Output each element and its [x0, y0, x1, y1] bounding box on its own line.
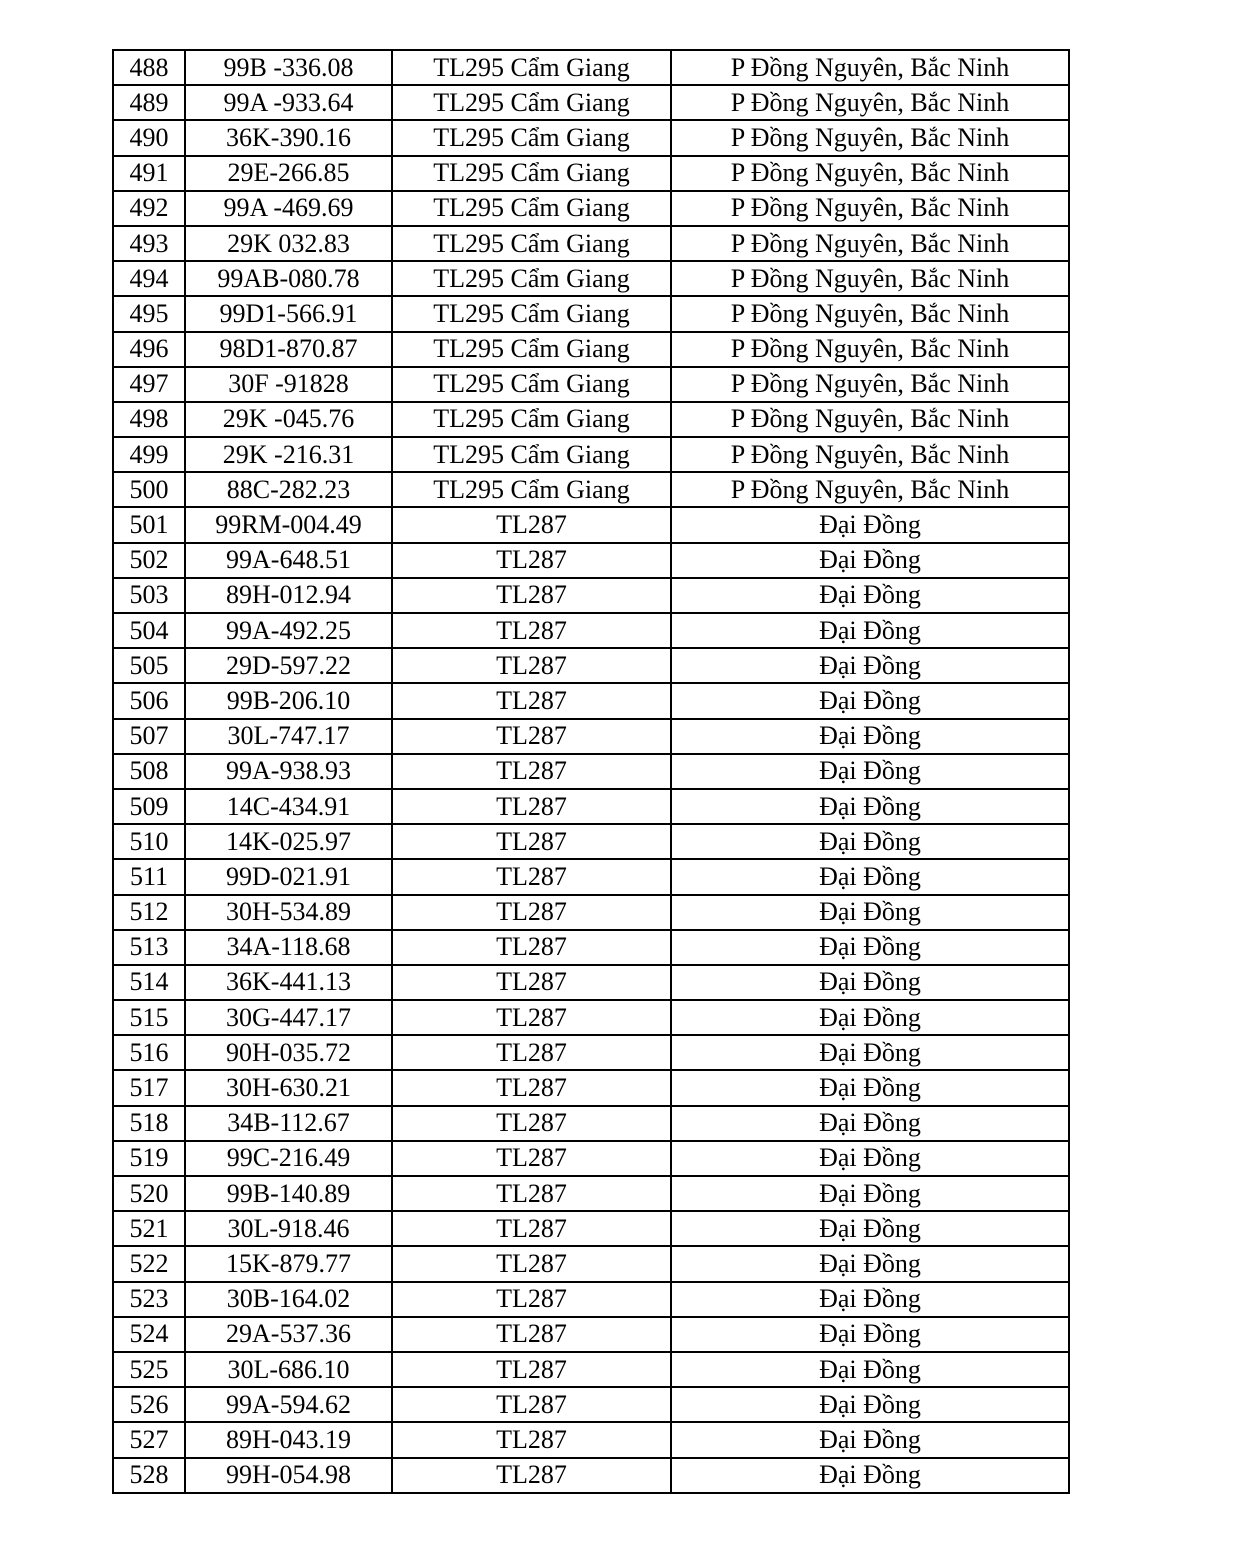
- road-cell: TL295 Cẩm Giang: [392, 191, 671, 226]
- row-number-cell: 524: [113, 1317, 185, 1352]
- row-number-cell: 528: [113, 1458, 185, 1493]
- location-cell: Đại Đồng: [671, 1282, 1069, 1317]
- location-cell: Đại Đồng: [671, 578, 1069, 613]
- road-cell: TL287: [392, 1317, 671, 1352]
- location-cell: Đại Đồng: [671, 1106, 1069, 1141]
- license-plate-cell: 90H-035.72: [185, 1035, 392, 1070]
- license-plate-cell: 99B-140.89: [185, 1176, 392, 1211]
- road-cell: TL287: [392, 648, 671, 683]
- table-row: [113, 683, 1069, 718]
- road-cell: TL287: [392, 1352, 671, 1387]
- location-cell: Đại Đồng: [671, 1458, 1069, 1493]
- table-row: [113, 120, 1069, 155]
- license-plate-cell: 29E-266.85: [185, 156, 392, 191]
- row-number-cell: 511: [113, 859, 185, 894]
- location-cell: Đại Đồng: [671, 965, 1069, 1000]
- location-cell: Đại Đồng: [671, 930, 1069, 965]
- license-plate-cell: 99AB-080.78: [185, 261, 392, 296]
- table-row: [113, 1317, 1069, 1352]
- table-row: [113, 50, 1069, 85]
- location-cell: P Đồng Nguyên, Bắc Ninh: [671, 296, 1069, 331]
- row-number-cell: 516: [113, 1035, 185, 1070]
- table-row: [113, 437, 1069, 472]
- road-cell: TL287: [392, 1000, 671, 1035]
- row-number-cell: 513: [113, 930, 185, 965]
- license-plate-cell: 30G-447.17: [185, 1000, 392, 1035]
- row-number-cell: 495: [113, 296, 185, 331]
- road-cell: TL295 Cẩm Giang: [392, 472, 671, 507]
- road-cell: TL295 Cẩm Giang: [392, 50, 671, 85]
- license-plate-cell: 34A-118.68: [185, 930, 392, 965]
- road-cell: TL287: [392, 507, 671, 542]
- table-row: [113, 156, 1069, 191]
- row-number-cell: 490: [113, 120, 185, 155]
- license-plate-cell: 99B -336.08: [185, 50, 392, 85]
- location-cell: Đại Đồng: [671, 754, 1069, 789]
- table-row: [113, 1387, 1069, 1422]
- row-number-cell: 507: [113, 719, 185, 754]
- license-plate-cell: 99H-054.98: [185, 1458, 392, 1493]
- table-row: [113, 507, 1069, 542]
- table-row: [113, 1246, 1069, 1281]
- road-cell: TL287: [392, 1246, 671, 1281]
- license-plate-cell: 30L-747.17: [185, 719, 392, 754]
- row-number-cell: 519: [113, 1141, 185, 1176]
- license-plate-cell: 36K-441.13: [185, 965, 392, 1000]
- road-cell: TL287: [392, 1282, 671, 1317]
- license-plate-cell: 98D1-870.87: [185, 332, 392, 367]
- road-cell: TL287: [392, 1141, 671, 1176]
- row-number-cell: 500: [113, 472, 185, 507]
- location-cell: P Đồng Nguyên, Bắc Ninh: [671, 120, 1069, 155]
- table-row: [113, 859, 1069, 894]
- location-cell: P Đồng Nguyên, Bắc Ninh: [671, 156, 1069, 191]
- license-plate-cell: 30B-164.02: [185, 1282, 392, 1317]
- license-plate-cell: 99C-216.49: [185, 1141, 392, 1176]
- license-plate-cell: 89H-012.94: [185, 578, 392, 613]
- location-cell: Đại Đồng: [671, 683, 1069, 718]
- license-plate-cell: 29K -216.31: [185, 437, 392, 472]
- table-row: [113, 332, 1069, 367]
- table-row: [113, 261, 1069, 296]
- table-row: [113, 85, 1069, 120]
- row-number-cell: 514: [113, 965, 185, 1000]
- location-cell: Đại Đồng: [671, 1176, 1069, 1211]
- license-plate-cell: 14K-025.97: [185, 824, 392, 859]
- table-row: [113, 191, 1069, 226]
- table-row: [113, 1176, 1069, 1211]
- road-cell: TL287: [392, 1458, 671, 1493]
- license-plate-cell: 30H-630.21: [185, 1070, 392, 1105]
- row-number-cell: 489: [113, 85, 185, 120]
- license-plate-cell: 29A-537.36: [185, 1317, 392, 1352]
- row-number-cell: 526: [113, 1387, 185, 1422]
- road-cell: TL295 Cẩm Giang: [392, 226, 671, 261]
- license-plate-cell: 29K 032.83: [185, 226, 392, 261]
- row-number-cell: 496: [113, 332, 185, 367]
- license-plate-cell: 29D-597.22: [185, 648, 392, 683]
- license-plate-cell: 89H-043.19: [185, 1422, 392, 1457]
- location-cell: Đại Đồng: [671, 1035, 1069, 1070]
- license-plate-cell: 30F -91828: [185, 367, 392, 402]
- road-cell: TL287: [392, 543, 671, 578]
- table-row: [113, 1000, 1069, 1035]
- road-cell: TL287: [392, 965, 671, 1000]
- road-cell: TL295 Cẩm Giang: [392, 332, 671, 367]
- license-plate-cell: 88C-282.23: [185, 472, 392, 507]
- row-number-cell: 518: [113, 1106, 185, 1141]
- row-number-cell: 512: [113, 895, 185, 930]
- license-plate-cell: 29K -045.76: [185, 402, 392, 437]
- license-plate-cell: 99A -469.69: [185, 191, 392, 226]
- license-plate-cell: 36K-390.16: [185, 120, 392, 155]
- license-plate-cell: 99A-594.62: [185, 1387, 392, 1422]
- row-number-cell: 494: [113, 261, 185, 296]
- road-cell: TL287: [392, 683, 671, 718]
- row-number-cell: 497: [113, 367, 185, 402]
- location-cell: P Đồng Nguyên, Bắc Ninh: [671, 402, 1069, 437]
- license-plate-cell: 99A-648.51: [185, 543, 392, 578]
- road-cell: TL287: [392, 578, 671, 613]
- location-cell: Đại Đồng: [671, 1352, 1069, 1387]
- location-cell: P Đồng Nguyên, Bắc Ninh: [671, 50, 1069, 85]
- row-number-cell: 520: [113, 1176, 185, 1211]
- road-cell: TL287: [392, 859, 671, 894]
- table-row: [113, 965, 1069, 1000]
- row-number-cell: 491: [113, 156, 185, 191]
- table-row: [113, 754, 1069, 789]
- location-cell: Đại Đồng: [671, 1000, 1069, 1035]
- table-row: [113, 1352, 1069, 1387]
- table-row: [113, 1422, 1069, 1457]
- road-cell: TL287: [392, 754, 671, 789]
- road-cell: TL295 Cẩm Giang: [392, 402, 671, 437]
- table-row: [113, 296, 1069, 331]
- road-cell: TL287: [392, 1106, 671, 1141]
- road-cell: TL295 Cẩm Giang: [392, 85, 671, 120]
- road-cell: TL287: [392, 789, 671, 824]
- location-cell: Đại Đồng: [671, 1387, 1069, 1422]
- table-row: [113, 1070, 1069, 1105]
- row-number-cell: 492: [113, 191, 185, 226]
- table-row: [113, 895, 1069, 930]
- license-plate-cell: 30L-686.10: [185, 1352, 392, 1387]
- location-cell: Đại Đồng: [671, 648, 1069, 683]
- table-row: [113, 1141, 1069, 1176]
- row-number-cell: 499: [113, 437, 185, 472]
- table-row: [113, 578, 1069, 613]
- location-cell: P Đồng Nguyên, Bắc Ninh: [671, 261, 1069, 296]
- row-number-cell: 502: [113, 543, 185, 578]
- road-cell: TL295 Cẩm Giang: [392, 261, 671, 296]
- table-row: [113, 1035, 1069, 1070]
- location-cell: Đại Đồng: [671, 1211, 1069, 1246]
- row-number-cell: 505: [113, 648, 185, 683]
- row-number-cell: 523: [113, 1282, 185, 1317]
- row-number-cell: 488: [113, 50, 185, 85]
- location-cell: P Đồng Nguyên, Bắc Ninh: [671, 226, 1069, 261]
- road-cell: TL287: [392, 613, 671, 648]
- table-row: [113, 402, 1069, 437]
- license-plate-cell: 99RM-004.49: [185, 507, 392, 542]
- row-number-cell: 521: [113, 1211, 185, 1246]
- location-cell: P Đồng Nguyên, Bắc Ninh: [671, 191, 1069, 226]
- road-cell: TL287: [392, 1070, 671, 1105]
- road-cell: TL287: [392, 1211, 671, 1246]
- table-row: [113, 543, 1069, 578]
- license-plate-cell: 99A-492.25: [185, 613, 392, 648]
- row-number-cell: 515: [113, 1000, 185, 1035]
- table-row: [113, 1106, 1069, 1141]
- row-number-cell: 510: [113, 824, 185, 859]
- road-cell: TL295 Cẩm Giang: [392, 367, 671, 402]
- table-row: [113, 1282, 1069, 1317]
- license-plate-cell: 14C-434.91: [185, 789, 392, 824]
- table-row: [113, 472, 1069, 507]
- location-cell: Đại Đồng: [671, 543, 1069, 578]
- location-cell: Đại Đồng: [671, 824, 1069, 859]
- row-number-cell: 506: [113, 683, 185, 718]
- location-cell: Đại Đồng: [671, 1141, 1069, 1176]
- row-number-cell: 509: [113, 789, 185, 824]
- road-cell: TL287: [392, 1422, 671, 1457]
- location-cell: Đại Đồng: [671, 789, 1069, 824]
- road-cell: TL287: [392, 1035, 671, 1070]
- location-cell: P Đồng Nguyên, Bắc Ninh: [671, 437, 1069, 472]
- table-row: [113, 824, 1069, 859]
- location-cell: P Đồng Nguyên, Bắc Ninh: [671, 367, 1069, 402]
- road-cell: TL295 Cẩm Giang: [392, 120, 671, 155]
- road-cell: TL295 Cẩm Giang: [392, 296, 671, 331]
- road-cell: TL287: [392, 719, 671, 754]
- license-plate-cell: 99D-021.91: [185, 859, 392, 894]
- location-cell: Đại Đồng: [671, 613, 1069, 648]
- table-row: [113, 367, 1069, 402]
- table-row: [113, 719, 1069, 754]
- road-cell: TL295 Cẩm Giang: [392, 156, 671, 191]
- location-cell: Đại Đồng: [671, 895, 1069, 930]
- license-plate-cell: 30H-534.89: [185, 895, 392, 930]
- table-row: [113, 613, 1069, 648]
- location-cell: Đại Đồng: [671, 859, 1069, 894]
- row-number-cell: 517: [113, 1070, 185, 1105]
- row-number-cell: 498: [113, 402, 185, 437]
- road-cell: TL287: [392, 824, 671, 859]
- table-row: [113, 226, 1069, 261]
- license-plate-cell: 30L-918.46: [185, 1211, 392, 1246]
- vehicle-plate-table: [112, 49, 1070, 1494]
- road-cell: TL287: [392, 895, 671, 930]
- road-cell: TL287: [392, 1387, 671, 1422]
- road-cell: TL287: [392, 930, 671, 965]
- row-number-cell: 503: [113, 578, 185, 613]
- location-cell: Đại Đồng: [671, 1317, 1069, 1352]
- table-row: [113, 930, 1069, 965]
- row-number-cell: 508: [113, 754, 185, 789]
- row-number-cell: 522: [113, 1246, 185, 1281]
- row-number-cell: 501: [113, 507, 185, 542]
- location-cell: Đại Đồng: [671, 1422, 1069, 1457]
- table-row: [113, 1211, 1069, 1246]
- road-cell: TL295 Cẩm Giang: [392, 437, 671, 472]
- road-cell: TL287: [392, 1176, 671, 1211]
- row-number-cell: 493: [113, 226, 185, 261]
- location-cell: P Đồng Nguyên, Bắc Ninh: [671, 332, 1069, 367]
- location-cell: Đại Đồng: [671, 1246, 1069, 1281]
- location-cell: Đại Đồng: [671, 507, 1069, 542]
- license-plate-cell: 99A -933.64: [185, 85, 392, 120]
- license-plate-cell: 99D1-566.91: [185, 296, 392, 331]
- location-cell: P Đồng Nguyên, Bắc Ninh: [671, 85, 1069, 120]
- license-plate-cell: 99A-938.93: [185, 754, 392, 789]
- location-cell: Đại Đồng: [671, 719, 1069, 754]
- table-row: [113, 648, 1069, 683]
- license-plate-cell: 34B-112.67: [185, 1106, 392, 1141]
- row-number-cell: 527: [113, 1422, 185, 1457]
- table-row: [113, 1458, 1069, 1493]
- location-cell: Đại Đồng: [671, 1070, 1069, 1105]
- location-cell: P Đồng Nguyên, Bắc Ninh: [671, 472, 1069, 507]
- license-plate-cell: 99B-206.10: [185, 683, 392, 718]
- row-number-cell: 504: [113, 613, 185, 648]
- table-body: [113, 50, 1069, 1493]
- row-number-cell: 525: [113, 1352, 185, 1387]
- license-plate-cell: 15K-879.77: [185, 1246, 392, 1281]
- table-row: [113, 789, 1069, 824]
